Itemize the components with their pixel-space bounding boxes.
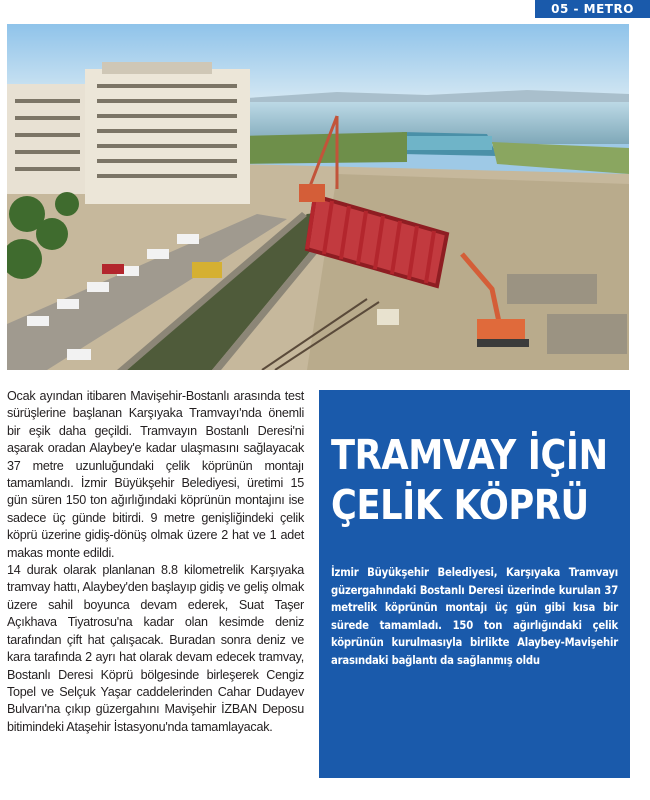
building-main — [85, 69, 250, 204]
lead-paragraph: İzmir Büyükşehir Belediyesi, Karşıyaka Tramvayı güzergahındaki Bostanlı Deresi üzerinde kurulan 37 metrelik köprünün montajı üç gün gibi kısa bir sürede tamamladı. 150 ton ağırlığındaki çelik köprünün kurulmasıyla birlikte Alaybey-Mavişehir arasındaki bağlantı da sağlanmış oldu — [331, 566, 618, 667]
excavator-yellow — [192, 262, 222, 278]
article-body — [7, 388, 304, 798]
bridge-construction-photo — [7, 24, 629, 370]
headline-line: TRAMVAY İÇİN — [331, 431, 608, 479]
headline-line: ÇELİK KÖPRÜ — [331, 481, 589, 529]
building-roof — [102, 62, 212, 74]
article-paragraph: Ocak ayından itibaren Mavişehir-Bostanlı arasında test sürüşlerine başlanan Karşıyaka Tramvayı'nda önemli bir eşik daha geçildi. Tramvayın Bostanlı Deresi'ni aşarak oradan Alaybey'e kadar ulaşmasını sağlayacak 37 metre uzunluğundaki çelik köprünün montajı tamamlandı. İzmir Büyükşehir Belediyesi, üretimi 15 gün süren 150 ton ağırlığındaki köprünün montajını ise sadece üç günde bitirdi. 9 metre genişliğindeki çelik köprü üzerine gidiş-dönüş olmak üzere 2 hat ve 1 adet makas monte edildi. — [7, 389, 304, 560]
coast-park — [237, 132, 407, 164]
red-car — [102, 264, 124, 274]
section-label: 05 - METRO — [535, 0, 650, 18]
pier-platform — [407, 136, 492, 150]
feature-box — [319, 390, 630, 778]
headline — [331, 430, 608, 530]
small-truck — [377, 309, 399, 325]
crane-body — [299, 184, 325, 202]
article-paragraph: 14 durak olarak planlanan 8.8 kilometrelik Karşıyaka tramvay hattı, Alaybey'den başlayıp gidiş ve geliş olmak üzere sahil boyunca devam ederek, Suat Taşer Açıkhava Tiyatrosu'na kadar olan kesimde deniz tarafından çift hat çalışacak. Buradan sonra deniz ve kara tarafında 2 ayrı hat olarak devam edecek tramvay, Bostanlı Deresi Köprü bölgesinde birleşerek Cengiz Topel ve Selçuk Yaşar caddelerinden Cahar Dudayev Bulvarı'na çıkıp güzergahını Mavişehir İZBAN Deposu bitimindeki Ataşehir İstasyonu'nda tamamlayacak. — [7, 563, 304, 734]
aerial-photo-illustration — [7, 24, 629, 370]
coast-right — [492, 142, 629, 174]
